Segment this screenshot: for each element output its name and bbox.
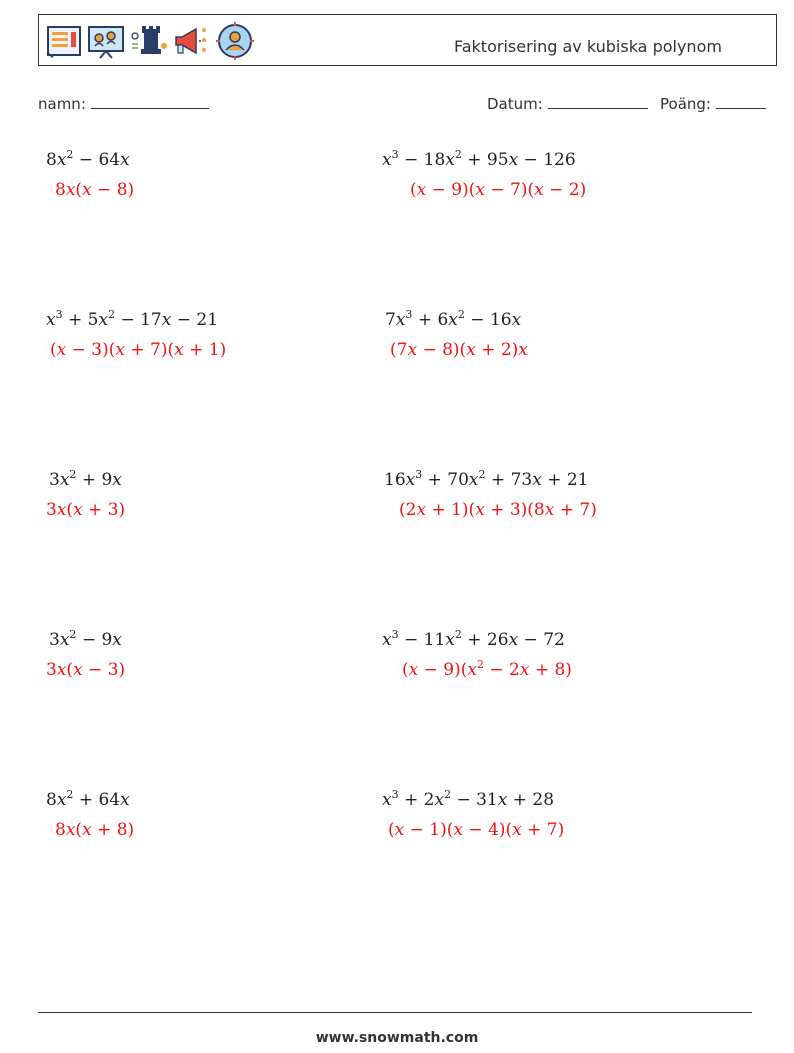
score-blank[interactable]	[716, 94, 766, 109]
problem-2-question: $x^3 - 18x^2 + 95x - 126$	[382, 148, 576, 170]
problem-7-answer: 3x(x − 3)	[46, 660, 126, 680]
name-blank[interactable]	[91, 94, 209, 109]
problem-6-answer: (2x + 1)(x + 3)(8x + 7)	[399, 500, 597, 520]
worksheet-header	[38, 14, 777, 66]
problem-4-question: $7x^3 + 6x^2 - 16x$	[385, 308, 522, 330]
megaphone-icon	[172, 23, 212, 59]
problem-2-answer: (x − 9)(x − 7)(x − 2)	[410, 180, 587, 200]
problem-3-answer: (x − 3)(x + 7)(x + 1)	[50, 340, 227, 360]
problem-9-answer: 8x(x + 8)	[55, 820, 135, 840]
problem-5-question: $3x^2 + 9x$	[49, 468, 122, 490]
problem-9-question: $8x^2 + 64x$	[46, 788, 130, 810]
date-blank[interactable]	[548, 94, 648, 109]
problem-1-answer: 8x(x − 8)	[55, 180, 135, 200]
date-label: Datum:	[487, 95, 543, 113]
footer-url[interactable]: www.snowmath.com	[315, 1030, 479, 1046]
problem-5-answer: 3x(x + 3)	[46, 500, 126, 520]
user-target-icon	[215, 21, 255, 61]
name-field	[38, 94, 209, 113]
problem-8-question: $x^3 - 11x^2 + 26x - 72$	[382, 628, 565, 650]
presentation-icon	[86, 23, 126, 59]
worksheet-title: Faktorisering av kubiska polynom	[454, 37, 722, 56]
footer-divider	[38, 1012, 752, 1013]
problem-10-question: $x^3 + 2x^2 - 31x + 28$	[382, 788, 555, 810]
score-field	[660, 94, 766, 113]
problem-6-question: $16x^3 + 70x^2 + 73x + 21$	[384, 468, 589, 490]
header-icons	[45, 22, 255, 60]
date-field	[487, 94, 648, 113]
score-label: Poäng:	[660, 95, 711, 113]
worksheet-icon	[45, 23, 83, 59]
problem-4-answer: (7x − 8)(x + 2)x	[390, 340, 528, 360]
problem-3-question: $x^3 + 5x^2 - 17x - 21$	[46, 308, 219, 330]
name-label: namn:	[38, 95, 86, 113]
problem-8-answer: $(x - 9)(x^2 - 2x + 8)$	[402, 658, 572, 680]
problem-10-answer: (x − 1)(x − 4)(x + 7)	[388, 820, 565, 840]
problem-1-question: $8x^2 - 64x$	[46, 148, 130, 170]
problem-7-question: $3x^2 - 9x$	[49, 628, 122, 650]
chess-rook-icon	[129, 22, 169, 60]
